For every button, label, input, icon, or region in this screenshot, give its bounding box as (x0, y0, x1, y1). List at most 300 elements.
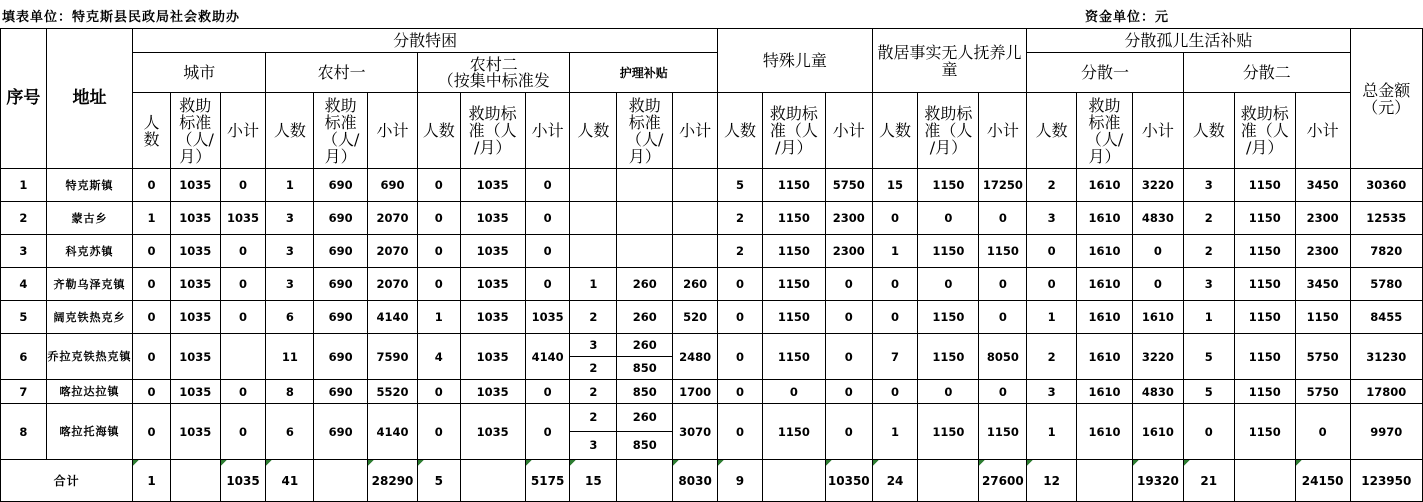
table-row (1, 334, 1423, 380)
subtotal-cell: 4830 (1133, 380, 1184, 404)
header-address: 地址 (46, 29, 132, 169)
address-cell: 乔拉克铁热克镇 (46, 334, 132, 380)
standard-cell: 0 (918, 380, 979, 404)
subheader-standard: 救助 标准 （人/ 月） (170, 93, 220, 169)
total-cell: 9970 (1350, 404, 1422, 460)
subtotal-cell: 17250 (979, 169, 1027, 202)
subheader-people: 人数 (570, 93, 617, 169)
nursing-subtotal-cell (673, 169, 718, 202)
nursing-people-cell (570, 202, 617, 235)
people-cell: 1 (1027, 301, 1077, 334)
people-cell: 0 (133, 334, 171, 380)
subtotal-cell: 0 (825, 404, 872, 460)
total-cell: 31230 (1350, 334, 1422, 380)
subheader-standard: 救助标 准（人 /月） (918, 93, 979, 169)
totals-s1-people-cell: 12 (1027, 460, 1077, 502)
standard-cell: 1610 (1077, 169, 1133, 202)
people-cell: 5 (1183, 380, 1234, 404)
seq-cell: 6 (1, 334, 47, 380)
standard-cell: 1610 (1077, 404, 1133, 460)
subtotal-cell: 0 (220, 404, 266, 460)
subheader-standard: 救助 标准 （人/ 月） (1077, 93, 1133, 169)
subheader-subtotal: 小计 (673, 93, 718, 169)
subtotal-cell: 0 (525, 404, 570, 460)
people-cell: 6 (266, 301, 314, 334)
address-cell: 喀拉托海镇 (46, 404, 132, 460)
seq-cell: 5 (1, 301, 47, 334)
totals-special-standard-cell (762, 460, 825, 502)
total-cell: 5780 (1350, 268, 1422, 301)
nursing-standard-cell: 850 (617, 380, 673, 404)
subtotal-cell: 0 (525, 202, 570, 235)
header-rural2: 农村二 （按集中标准发 (417, 53, 570, 93)
nursing-standard-subcell: 850 (617, 356, 672, 379)
people-cell: 5 (1183, 334, 1234, 380)
people-cell: 0 (417, 202, 460, 235)
total-cell: 12535 (1350, 202, 1422, 235)
subheader-people: 人数 (718, 93, 763, 169)
nursing-people-subcell: 3 (570, 431, 616, 459)
nursing-standard-cell (617, 404, 673, 460)
standard-cell: 1035 (170, 380, 220, 404)
people-cell: 0 (872, 380, 918, 404)
totals-city-subtotal-cell: 1035 (220, 460, 266, 502)
address-cell: 阔克铁热克乡 (46, 301, 132, 334)
standard-cell: 690 (314, 334, 368, 380)
total-cell: 17800 (1350, 380, 1422, 404)
people-cell: 0 (718, 404, 763, 460)
seq-cell: 7 (1, 380, 47, 404)
subtotal-cell: 1150 (979, 404, 1027, 460)
standard-cell: 1150 (762, 404, 825, 460)
subheader-standard: 救助 标准 （人/ 月） (617, 93, 673, 169)
standard-cell: 1150 (1234, 334, 1295, 380)
subtotal-cell: 0 (979, 380, 1027, 404)
subheader-subtotal: 小计 (825, 93, 872, 169)
subtotal-cell: 3220 (1133, 169, 1184, 202)
subtotal-cell: 0 (979, 202, 1027, 235)
subtotal-cell: 4140 (368, 404, 418, 460)
subtotal-cell: 2300 (825, 202, 872, 235)
subtotal-cell: 2300 (825, 235, 872, 268)
money-unit-label: 资金单位：元 (1085, 10, 1170, 25)
header-seq: 序号 (1, 29, 47, 169)
address-cell: 喀拉达拉镇 (46, 380, 132, 404)
table-row (1, 169, 1423, 202)
subtotal-cell: 3450 (1295, 268, 1350, 301)
standard-cell: 1150 (762, 334, 825, 380)
people-cell: 0 (718, 268, 763, 301)
nursing-subtotal-cell (673, 235, 718, 268)
standard-cell: 1150 (762, 235, 825, 268)
header-scattered2: 分散二 (1183, 53, 1350, 93)
standard-cell: 1610 (1077, 268, 1133, 301)
standard-cell: 1150 (918, 404, 979, 460)
address-cell: 蒙古乡 (46, 202, 132, 235)
subtotal-cell: 4830 (1133, 202, 1184, 235)
people-cell: 0 (872, 268, 918, 301)
standard-cell: 1035 (460, 334, 525, 380)
totals-city-standard-cell (170, 460, 220, 502)
people-cell: 0 (1183, 404, 1234, 460)
totals-s2-standard-cell (1234, 460, 1295, 502)
totals-unsupported-standard-cell (918, 460, 979, 502)
nursing-people-cell: 2 (570, 301, 617, 334)
nursing-subtotal-cell: 1700 (673, 380, 718, 404)
people-cell: 3 (1027, 202, 1077, 235)
people-cell: 0 (133, 380, 171, 404)
standard-cell: 1035 (460, 202, 525, 235)
nursing-people-subcell: 3 (589, 338, 598, 352)
subtotal-cell: 0 (525, 235, 570, 268)
subtotal-cell: 0 (220, 169, 266, 202)
header-total: 总金额（元） (1350, 29, 1422, 169)
totals-rural2-people-cell: 5 (417, 460, 460, 502)
header-orphan-subsidy: 分散孤儿生活补贴 (1027, 29, 1350, 53)
subtotal-cell: 3450 (1295, 169, 1350, 202)
header-row-1 (1, 29, 1423, 53)
people-cell: 2 (718, 202, 763, 235)
subtotal-cell: 5520 (368, 380, 418, 404)
subtotal-cell: 4140 (368, 301, 418, 334)
subtotal-cell: 2070 (368, 202, 418, 235)
standard-cell: 690 (314, 235, 368, 268)
people-cell: 0 (872, 301, 918, 334)
nursing-people-cell: 1 (570, 268, 617, 301)
people-cell: 8 (266, 380, 314, 404)
seq-cell: 8 (1, 404, 47, 460)
subtotal-cell: 7590 (368, 334, 418, 380)
subheader-subtotal: 小计 (1133, 93, 1184, 169)
people-cell: 0 (133, 268, 171, 301)
people-cell: 0 (133, 404, 171, 460)
standard-cell: 1610 (1077, 380, 1133, 404)
people-cell: 4 (417, 334, 460, 380)
standard-cell: 1035 (460, 301, 525, 334)
people-cell: 0 (133, 169, 171, 202)
people-cell: 0 (133, 235, 171, 268)
people-cell: 0 (417, 268, 460, 301)
subtotal-cell: 690 (368, 169, 418, 202)
seq-cell: 1 (1, 169, 47, 202)
subtotal-cell: 0 (525, 169, 570, 202)
seq-cell: 4 (1, 268, 47, 301)
subheader-standard: 救助 标准 （人/ 月） (314, 93, 368, 169)
standard-cell: 1150 (1234, 268, 1295, 301)
header-special-children: 特殊儿童 (718, 29, 873, 93)
standard-cell: 1610 (1077, 235, 1133, 268)
people-cell: 11 (266, 334, 314, 380)
subtotal-cell: 1150 (1295, 301, 1350, 334)
people-cell: 3 (266, 268, 314, 301)
people-cell: 1 (872, 235, 918, 268)
totals-s2-subtotal-cell: 24150 (1295, 460, 1350, 502)
standard-cell: 1150 (762, 169, 825, 202)
standard-cell: 1150 (1234, 301, 1295, 334)
totals-rural2-standard-cell (460, 460, 525, 502)
standard-cell: 1035 (460, 268, 525, 301)
standard-cell: 1035 (460, 169, 525, 202)
totals-row (1, 460, 1423, 502)
totals-rural1-subtotal-cell: 28290 (368, 460, 418, 502)
totals-rural1-people-cell: 41 (266, 460, 314, 502)
people-cell: 2 (1027, 334, 1077, 380)
table-row (1, 268, 1423, 301)
people-cell: 0 (718, 334, 763, 380)
totals-rural2-subtotal-cell: 5175 (525, 460, 570, 502)
nursing-subtotal-cell: 2480 (673, 334, 718, 380)
standard-cell: 1610 (1077, 202, 1133, 235)
people-cell: 1 (872, 404, 918, 460)
totals-s1-standard-cell (1077, 460, 1133, 502)
standard-cell: 1035 (460, 235, 525, 268)
nursing-standard-cell: 260 (617, 301, 673, 334)
subtotal-cell: 0 (220, 268, 266, 301)
standard-cell: 1610 (1077, 334, 1133, 380)
standard-cell: 1150 (1234, 404, 1295, 460)
nursing-standard-cell (617, 235, 673, 268)
nursing-standard-subcell: 260 (632, 410, 657, 424)
header-scattered-poor: 分散特困 (133, 29, 718, 53)
people-cell: 1 (133, 202, 171, 235)
table-row (1, 380, 1423, 404)
header-unsupported-children: 散居事实无人抚养儿童 (872, 29, 1027, 93)
nursing-subtotal-cell: 520 (673, 301, 718, 334)
standard-cell: 1035 (170, 268, 220, 301)
people-cell: 0 (417, 235, 460, 268)
nursing-people-cell (570, 235, 617, 268)
subheader-standard: 救助标 准（人 /月） (762, 93, 825, 169)
standard-cell: 690 (314, 169, 368, 202)
subtotal-cell: 1035 (220, 202, 266, 235)
subtotal-cell: 0 (220, 380, 266, 404)
standard-cell: 1150 (918, 334, 979, 380)
subheader-standard: 救助标 准（人 /月） (460, 93, 525, 169)
table-row (1, 202, 1423, 235)
total-cell: 30360 (1350, 169, 1422, 202)
standard-cell: 1150 (1234, 380, 1295, 404)
standard-cell: 1150 (918, 235, 979, 268)
subheader-people: 人数 (417, 93, 460, 169)
standard-cell: 1150 (1234, 202, 1295, 235)
totals-s2-people-cell: 21 (1183, 460, 1234, 502)
subtotal-cell: 0 (979, 301, 1027, 334)
subtotal-cell: 2070 (368, 235, 418, 268)
subtotal-cell: 1610 (1133, 404, 1184, 460)
table-body (1, 29, 1423, 502)
people-cell: 1 (266, 169, 314, 202)
people-cell: 0 (417, 169, 460, 202)
subtotal-cell: 0 (525, 380, 570, 404)
address-cell: 科克苏镇 (46, 235, 132, 268)
people-cell: 0 (1027, 268, 1077, 301)
subtotal-cell: 3220 (1133, 334, 1184, 380)
table-row (1, 301, 1423, 334)
standard-cell: 690 (314, 301, 368, 334)
nursing-people-cell (570, 334, 617, 380)
standard-cell: 1150 (762, 268, 825, 301)
people-cell: 1 (1027, 404, 1077, 460)
people-cell: 0 (718, 380, 763, 404)
subtotal-cell: 2070 (368, 268, 418, 301)
standard-cell: 1035 (170, 169, 220, 202)
nursing-people-cell (570, 169, 617, 202)
subtotal-cell: 5750 (825, 169, 872, 202)
people-cell: 3 (266, 202, 314, 235)
header-rural1: 农村一 (266, 53, 418, 93)
subheader-subtotal: 小计 (525, 93, 570, 169)
totals-unsupported-people-cell: 24 (872, 460, 918, 502)
totals-city-people-cell: 1 (133, 460, 171, 502)
table-row (1, 235, 1423, 268)
subtotal-cell: 0 (979, 268, 1027, 301)
people-cell: 2 (718, 235, 763, 268)
people-cell: 2 (1183, 235, 1234, 268)
standard-cell: 1035 (170, 334, 220, 380)
standard-cell: 0 (762, 380, 825, 404)
totals-special-people-cell: 9 (718, 460, 763, 502)
subtotal-cell: 0 (825, 301, 872, 334)
subheader-people: 人数 (266, 93, 314, 169)
people-cell: 3 (1183, 169, 1234, 202)
subheader-subtotal: 小计 (979, 93, 1027, 169)
header-row-3 (1, 93, 1423, 169)
subtotal-cell: 2300 (1295, 235, 1350, 268)
people-cell: 3 (1183, 268, 1234, 301)
nursing-standard-subcell: 850 (617, 431, 672, 459)
standard-cell: 1035 (170, 404, 220, 460)
standard-cell: 1150 (762, 202, 825, 235)
nursing-standard-subcell: 260 (632, 338, 657, 352)
filing-unit-label: 填表单位：特克斯县民政局社会救助办 (2, 10, 241, 25)
people-cell: 0 (718, 301, 763, 334)
totals-special-subtotal-cell: 10350 (825, 460, 872, 502)
subtotal-cell: 1150 (979, 235, 1027, 268)
subheader-people: 人数 (872, 93, 918, 169)
standard-cell: 690 (314, 202, 368, 235)
subtotal-cell: 0 (825, 380, 872, 404)
nursing-people-subcell: 2 (589, 410, 598, 424)
people-cell: 2 (1027, 169, 1077, 202)
people-cell: 3 (266, 235, 314, 268)
total-cell: 7820 (1350, 235, 1422, 268)
subtotal-cell: 2300 (1295, 202, 1350, 235)
subtotal-cell: 1035 (525, 301, 570, 334)
subheader-subtotal: 小计 (1295, 93, 1350, 169)
subtotal-cell: 0 (825, 268, 872, 301)
seq-cell: 3 (1, 235, 47, 268)
subtotal-cell: 0 (220, 235, 266, 268)
nursing-subtotal-cell: 260 (673, 268, 718, 301)
people-cell: 2 (1183, 202, 1234, 235)
standard-cell: 1035 (460, 404, 525, 460)
standard-cell: 690 (314, 404, 368, 460)
people-cell: 1 (1183, 301, 1234, 334)
subheader-people: 人数 (1027, 93, 1077, 169)
standard-cell: 1035 (170, 301, 220, 334)
total-cell: 8455 (1350, 301, 1422, 334)
standard-cell: 0 (918, 268, 979, 301)
nursing-people-cell: 2 (570, 380, 617, 404)
nursing-people-subcell: 2 (570, 356, 616, 379)
nursing-standard-cell: 260 (617, 268, 673, 301)
header-nursing: 护理补贴 (570, 53, 718, 93)
nursing-standard-cell (617, 202, 673, 235)
table-row (1, 404, 1423, 460)
nursing-subtotal-cell: 3070 (673, 404, 718, 460)
subtotal-cell: 0 (825, 334, 872, 380)
subtotal-cell: 0 (220, 301, 266, 334)
standard-cell: 1150 (918, 169, 979, 202)
people-cell: 0 (872, 202, 918, 235)
subtotal-cell: 0 (1295, 404, 1350, 460)
standard-cell: 690 (314, 268, 368, 301)
totals-nursing-people-cell: 15 (570, 460, 617, 502)
standard-cell: 1150 (762, 301, 825, 334)
subtotal-cell: 0 (1133, 268, 1184, 301)
address-cell: 齐勒乌泽克镇 (46, 268, 132, 301)
header-scattered1: 分散一 (1027, 53, 1184, 93)
standard-cell: 0 (918, 202, 979, 235)
people-cell: 1 (417, 301, 460, 334)
subheader-subtotal: 小计 (220, 93, 266, 169)
totals-nursing-subtotal-cell: 8030 (673, 460, 718, 502)
subheader-people: 人数 (1183, 93, 1234, 169)
standard-cell: 1150 (1234, 235, 1295, 268)
subheader-standard: 救助标 准（人 /月） (1234, 93, 1295, 169)
people-cell: 0 (133, 301, 171, 334)
people-cell: 3 (1027, 380, 1077, 404)
totals-unsupported-subtotal-cell: 27600 (979, 460, 1027, 502)
subtotal-cell: 0 (1133, 235, 1184, 268)
subheader-people: 人 数 (133, 93, 171, 169)
people-cell: 0 (417, 380, 460, 404)
subtotal-cell: 0 (525, 268, 570, 301)
totals-nursing-standard-cell (617, 460, 673, 502)
header-city: 城市 (133, 53, 266, 93)
seq-cell: 2 (1, 202, 47, 235)
totals-label: 合计 (1, 460, 133, 502)
standard-cell: 1150 (918, 301, 979, 334)
people-cell: 0 (1027, 235, 1077, 268)
subtotal-cell: 8050 (979, 334, 1027, 380)
subtotal-cell: 5750 (1295, 334, 1350, 380)
standard-cell: 1035 (170, 235, 220, 268)
standard-cell: 1035 (170, 202, 220, 235)
relief-fund-table (0, 28, 1423, 502)
subtotal-cell: 1610 (1133, 301, 1184, 334)
standard-cell: 1610 (1077, 301, 1133, 334)
nursing-standard-cell (617, 169, 673, 202)
standard-cell: 1035 (460, 380, 525, 404)
people-cell: 5 (718, 169, 763, 202)
subtotal-cell: 5750 (1295, 380, 1350, 404)
subheader-subtotal: 小计 (368, 93, 418, 169)
totals-total-cell: 123950 (1350, 460, 1422, 502)
header-row-2 (1, 53, 1423, 93)
totals-rural1-standard-cell (314, 460, 368, 502)
people-cell: 0 (417, 404, 460, 460)
totals-s1-subtotal-cell: 19320 (1133, 460, 1184, 502)
people-cell: 6 (266, 404, 314, 460)
subtotal-cell: 4140 (525, 334, 570, 380)
nursing-standard-cell (617, 334, 673, 380)
standard-cell: 690 (314, 380, 368, 404)
subtotal-cell (220, 334, 266, 380)
standard-cell: 1150 (1234, 169, 1295, 202)
people-cell: 7 (872, 334, 918, 380)
address-cell: 特克斯镇 (46, 169, 132, 202)
